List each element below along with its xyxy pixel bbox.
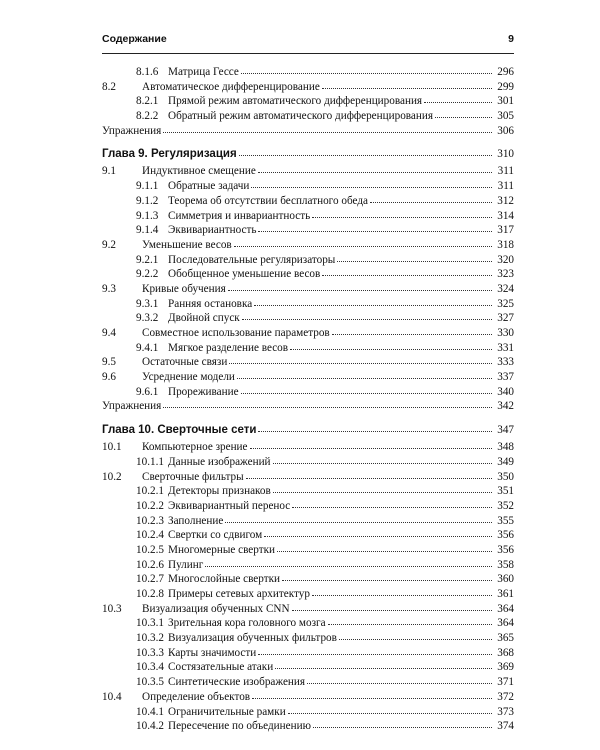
toc-dot-leader	[252, 688, 492, 699]
toc-entry-title: Двойной спуск	[168, 312, 240, 325]
toc-dot-leader	[225, 512, 492, 523]
toc-entry-number: 9.4.1	[136, 341, 159, 354]
toc-entry	[102, 340, 514, 355]
toc-entry-number: 9.3.1	[136, 297, 159, 310]
toc-dot-leader	[313, 717, 492, 728]
toc-dot-leader	[322, 78, 492, 89]
toc-entry-page: 374	[497, 720, 514, 733]
toc-entry-number: 8.2.1	[136, 95, 159, 108]
toc-dot-leader	[282, 570, 492, 581]
toc-entry-page: 333	[497, 356, 514, 369]
toc-entry-title: Примеры сетевых архитектур	[168, 588, 310, 600]
toc-entry-number: 9.1.1	[136, 180, 159, 193]
toc-entry	[102, 704, 514, 719]
toc-entry-page: 301	[497, 95, 514, 108]
toc-entry-title: Сверточные фильтры	[142, 470, 244, 483]
toc-dot-leader	[292, 497, 492, 508]
toc-entry	[102, 163, 514, 178]
toc-entry-number: 9.6	[102, 371, 116, 384]
toc-entry	[102, 483, 514, 498]
toc-entry	[102, 64, 514, 79]
toc-entry-page: 364	[497, 602, 514, 615]
toc-entry	[102, 237, 514, 252]
toc-entry-number: 10.4.2	[136, 720, 164, 733]
toc-entry-page: 296	[497, 66, 514, 78]
toc-entry-page: 312	[497, 194, 514, 207]
toc-entry-title: Прямой режим автоматического дифференцирования	[168, 95, 423, 108]
toc-entry	[102, 193, 514, 208]
toc-entry-page: 314	[497, 209, 514, 222]
toc-entry	[102, 645, 514, 660]
toc-entry	[102, 178, 514, 193]
toc-entry-number: 9.1.4	[136, 224, 159, 237]
toc-entry-title: Детекторы признаков	[168, 485, 271, 498]
toc-dot-leader	[241, 63, 492, 74]
toc-entry-page: 324	[497, 282, 514, 295]
toc-entry-title: Определение объектов	[142, 690, 251, 703]
toc-entry-page: 371	[497, 676, 514, 689]
toc-entry	[102, 454, 514, 469]
toc-entry-number: 10.2.6	[136, 558, 164, 571]
toc-entry	[102, 266, 514, 281]
toc-entry-number: 9.2.2	[136, 268, 159, 281]
toc-dot-leader	[229, 353, 492, 364]
toc-entry-number: 10.4.1	[136, 705, 164, 718]
toc-entry-page: 340	[497, 385, 514, 398]
toc-entry	[102, 513, 514, 528]
toc-entry-title: Матрица Гессе	[168, 66, 239, 78]
toc-dot-leader	[337, 251, 492, 262]
toc-entry-page: 330	[497, 327, 514, 339]
toc-entry-number: 10.4	[102, 690, 122, 703]
toc-entry	[102, 586, 514, 601]
toc-dot-leader	[290, 339, 492, 350]
toc-entry-page: 365	[497, 632, 514, 645]
toc-entry	[102, 498, 514, 513]
toc-entry	[102, 310, 514, 325]
toc-entry-number: 8.1.6	[136, 66, 159, 78]
header-rule	[102, 53, 514, 54]
toc-entry-number: 10.2.5	[136, 543, 164, 556]
toc-entry-title: Многослойные свертки	[168, 573, 281, 586]
toc-entry-title: Глава 9. Регуляризация	[102, 148, 237, 161]
toc-chapter-entry	[102, 422, 514, 437]
toc-dot-leader	[292, 600, 492, 611]
toc-entry-number: 9.1.3	[136, 209, 159, 222]
toc-entry-page: 351	[497, 485, 514, 498]
toc-entry-page: 348	[497, 441, 514, 454]
toc-entry-page: 361	[497, 588, 514, 600]
toc-entry	[102, 571, 514, 586]
toc-entry-number: 8.2	[102, 80, 116, 93]
toc-entry-title: Усреднение модели	[142, 371, 235, 384]
toc-dot-leader	[258, 644, 492, 655]
toc-entry-page: 352	[497, 499, 514, 512]
toc-dot-leader	[250, 438, 492, 449]
toc-entry-page: 373	[497, 705, 514, 718]
toc-entry	[102, 252, 514, 267]
toc-entry-number: 9.4	[102, 327, 116, 339]
toc-entry	[102, 398, 514, 413]
toc-entry-number: 10.2.4	[136, 529, 164, 542]
toc-dot-leader	[435, 107, 492, 118]
toc-entry-page: 356	[497, 543, 514, 556]
toc-entry-number: 9.1.2	[136, 194, 159, 207]
toc-entry-number: 10.2.2	[136, 499, 164, 512]
toc-entry-title: Прореживание	[168, 385, 239, 398]
toc-dot-leader	[264, 526, 492, 537]
running-header	[102, 33, 514, 45]
toc-entry-page: 356	[497, 529, 514, 542]
table-of-contents	[102, 64, 514, 733]
toc-dot-leader	[339, 629, 492, 640]
header-section-title: Содержание	[102, 33, 167, 45]
toc-dot-leader	[275, 658, 492, 669]
toc-entry-title: Мягкое разделение весов	[168, 341, 289, 354]
toc-entry-page: 349	[497, 455, 514, 468]
toc-chapter-entry	[102, 146, 514, 161]
toc-entry-title: Зрительная кора головного мозга	[168, 617, 326, 630]
toc-entry-number: 9.2.1	[136, 253, 159, 266]
toc-entry-page: 350	[497, 470, 514, 483]
toc-entry-title: Обобщенное уменьшение весов	[168, 268, 321, 281]
toc-entry-title: Компьютерное зрение	[142, 441, 248, 454]
toc-entry-page: 342	[497, 400, 514, 413]
toc-entry	[102, 93, 514, 108]
toc-entry	[102, 79, 514, 94]
toc-entry	[102, 296, 514, 311]
toc-entry-title: Синтетические изображения	[168, 676, 306, 689]
toc-dot-leader	[205, 556, 492, 567]
toc-entry-title: Обратный режим автоматического дифференцирования	[168, 110, 434, 123]
toc-entry	[102, 615, 514, 630]
toc-entry	[102, 208, 514, 223]
toc-entry-title: Заполнение	[168, 514, 224, 527]
toc-entry-title: Симметрия и инвариантность	[168, 209, 311, 222]
toc-entry-page: 310	[497, 148, 514, 161]
toc-entry-title: Свертки со сдвигом	[168, 529, 263, 542]
toc-entry-title: Эквивариантный перенос	[168, 499, 291, 512]
toc-entry-title: Упражнения	[102, 124, 162, 137]
toc-entry-number: 10.2	[102, 470, 122, 483]
toc-entry-title: Визуализация обученных фильтров	[168, 632, 337, 645]
toc-entry-title: Упражнения	[102, 400, 162, 413]
toc-entry-page: 360	[497, 573, 514, 586]
toc-entry-number: 10.2.7	[136, 573, 164, 586]
toc-entry-page: 318	[497, 238, 514, 251]
toc-entry-page: 372	[497, 690, 514, 703]
toc-entry-title: Визуализация обученных CNN	[142, 602, 290, 615]
toc-entry-page: 347	[497, 424, 514, 437]
toc-entry	[102, 527, 514, 542]
toc-entry-number: 10.1.1	[136, 455, 164, 468]
toc-dot-leader	[332, 324, 492, 335]
toc-entry	[102, 557, 514, 572]
toc-entry	[102, 281, 514, 296]
toc-dot-leader	[288, 703, 492, 714]
toc-entry	[102, 123, 514, 138]
toc-entry-number: 10.3.3	[136, 646, 164, 659]
toc-dot-leader	[258, 221, 492, 232]
toc-dot-leader	[234, 236, 492, 247]
toc-entry-page: 311	[497, 165, 514, 178]
toc-entry	[102, 384, 514, 399]
toc-entry-title: Кривые обучения	[142, 282, 226, 295]
toc-entry-page: 323	[497, 268, 514, 281]
toc-dot-leader	[322, 265, 492, 276]
toc-entry-number: 9.1	[102, 165, 116, 178]
toc-dot-leader	[254, 295, 492, 306]
toc-entry-page: 325	[497, 297, 514, 310]
toc-dot-leader	[258, 162, 492, 173]
toc-entry	[102, 630, 514, 645]
toc-entry-number: 10.3.4	[136, 661, 164, 674]
toc-dot-leader	[328, 614, 492, 625]
toc-entry	[102, 439, 514, 454]
toc-dot-leader	[228, 280, 492, 291]
toc-entry-number: 9.5	[102, 356, 116, 369]
toc-entry-number: 10.3	[102, 602, 122, 615]
toc-entry-page: 327	[497, 312, 514, 325]
toc-dot-leader	[239, 145, 492, 156]
toc-entry-title: Карты значимости	[168, 646, 257, 659]
toc-entry-number: 9.2	[102, 238, 116, 251]
toc-entry-title: Обратные задачи	[168, 180, 250, 193]
toc-entry-title: Теорема об отсутствии бесплатного обеда	[168, 194, 368, 207]
toc-entry-page: 299	[497, 80, 514, 93]
toc-dot-leader	[242, 309, 492, 320]
toc-dot-leader	[424, 92, 492, 103]
toc-entry-title: Эквивариантность	[168, 224, 257, 237]
toc-entry	[102, 108, 514, 123]
toc-dot-leader	[246, 468, 492, 479]
toc-entry-number: 9.3	[102, 282, 116, 295]
toc-entry-page: 306	[497, 124, 514, 137]
toc-entry-number: 10.1	[102, 441, 122, 454]
toc-entry	[102, 354, 514, 369]
toc-dot-leader	[241, 383, 492, 394]
toc-dot-leader	[370, 192, 492, 203]
toc-dot-leader	[163, 122, 492, 133]
toc-entry-page: 337	[497, 371, 514, 384]
toc-entry-page: 311	[497, 180, 514, 193]
toc-entry-number: 10.2.3	[136, 514, 164, 527]
toc-entry	[102, 325, 514, 340]
toc-entry	[102, 674, 514, 689]
toc-entry-page: 320	[497, 253, 514, 266]
toc-entry	[102, 369, 514, 384]
toc-entry-number: 10.2.1	[136, 485, 164, 498]
toc-entry-title: Многомерные свертки	[168, 543, 276, 556]
toc-dot-leader	[277, 541, 492, 552]
toc-entry-title: Совместное использование параметров	[142, 327, 330, 339]
toc-entry	[102, 601, 514, 616]
toc-entry-number: 10.3.1	[136, 617, 164, 630]
toc-entry	[102, 689, 514, 704]
toc-entry-page: 364	[497, 617, 514, 630]
toc-entry	[102, 469, 514, 484]
toc-entry-page: 358	[497, 558, 514, 571]
toc-entry	[102, 659, 514, 674]
toc-entry-number: 10.3.5	[136, 676, 164, 689]
toc-dot-leader	[273, 482, 492, 493]
toc-entry	[102, 542, 514, 557]
toc-dot-leader	[312, 585, 492, 596]
toc-entry-page: 317	[497, 224, 514, 237]
toc-entry-page: 355	[497, 514, 514, 527]
toc-dot-leader	[237, 368, 492, 379]
toc-dot-leader	[163, 397, 492, 408]
header-page-number: 9	[508, 33, 514, 45]
toc-entry-number: 9.6.1	[136, 385, 159, 398]
toc-dot-leader	[258, 421, 492, 432]
toc-dot-leader	[251, 177, 492, 188]
toc-entry-title: Остаточные связи	[142, 356, 228, 369]
toc-entry	[102, 718, 514, 733]
toc-entry-title: Уменьшение весов	[142, 238, 232, 251]
toc-entry-title: Последовательные регуляризаторы	[168, 253, 336, 266]
toc-entry-number: 10.3.2	[136, 632, 164, 645]
toc-entry-number: 8.2.2	[136, 110, 159, 123]
toc-entry-title: Автоматическое дифференцирование	[142, 80, 320, 93]
toc-entry-title: Данные изображений	[168, 455, 271, 468]
toc-dot-leader	[307, 673, 492, 684]
toc-entry-title: Состязательные атаки	[168, 661, 274, 674]
toc-entry-title: Ограничительные рамки	[168, 705, 286, 718]
toc-entry-title: Пулинг	[168, 558, 204, 571]
toc-entry-title: Пересечение по объединению	[168, 720, 311, 733]
toc-entry-page: 368	[497, 646, 514, 659]
toc-dot-leader	[273, 453, 492, 464]
toc-entry-page: 369	[497, 661, 514, 674]
toc-entry	[102, 222, 514, 237]
toc-entry-number: 10.2.8	[136, 588, 164, 600]
toc-entry-number: 9.3.2	[136, 312, 159, 325]
toc-entry-title: Ранняя остановка	[168, 297, 253, 310]
toc-entry-page: 305	[497, 110, 514, 123]
toc-entry-title: Индуктивное смещение	[142, 165, 256, 178]
toc-entry-title: Глава 10. Сверточные сети	[102, 424, 257, 437]
toc-dot-leader	[312, 207, 492, 218]
toc-entry-page: 331	[497, 341, 514, 354]
